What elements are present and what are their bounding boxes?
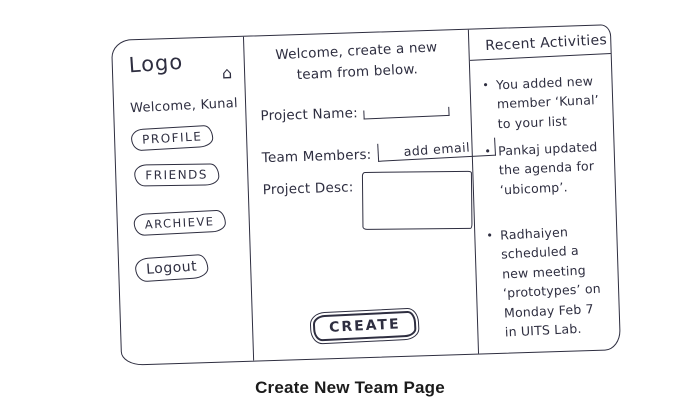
project-name-label: Project Name:: [260, 105, 359, 125]
activity-item: [486, 221, 611, 343]
page-caption: Create New Team Page: [255, 378, 445, 397]
activity-text: You added new member ‘Kunal’ to your list: [495, 73, 600, 132]
team-members-label: Team Members:: [261, 146, 372, 167]
project-desc-textarea[interactable]: [362, 171, 473, 230]
project-name-input[interactable]: [364, 107, 450, 120]
sidebar-item-profile[interactable]: PROFILE: [131, 125, 214, 152]
greeting-text: Welcome, Kunal: [129, 96, 239, 117]
recent-activities-title: Recent Activities: [469, 30, 611, 61]
bullet-icon: •: [486, 229, 494, 243]
team-members-placeholder: add email: [402, 138, 470, 159]
project-name-row: [260, 102, 450, 124]
project-desc-label: Project Desc:: [262, 179, 354, 199]
sidebar-item-friends[interactable]: FRIENDS: [134, 163, 219, 186]
home-icon[interactable]: ⌂: [221, 63, 233, 83]
form-heading: [275, 37, 439, 87]
project-desc-row: [263, 176, 473, 235]
activity-text: Pankaj updated the agenda for ‘ubicomp’.: [497, 139, 598, 198]
activity-text: Radhaiyen scheduled a new meeting ‘prototypes’ on Monday Feb 7 in UITS Lab.: [499, 224, 602, 340]
form-heading-line1: Welcome, create a new: [274, 39, 438, 64]
bullet-icon: •: [482, 78, 490, 92]
bullet-icon: •: [484, 144, 492, 159]
create-button[interactable]: CREATE: [313, 311, 418, 342]
recent-activities-panel: [469, 25, 620, 353]
sidebar-header: [128, 49, 234, 84]
sidebar-item-logout[interactable]: Logout: [134, 254, 208, 283]
sidebar: [112, 37, 254, 365]
team-members-row: [261, 139, 495, 166]
activity-item: [484, 137, 606, 200]
logo: Logo: [128, 49, 184, 78]
form-heading-line2: team from below.: [296, 61, 419, 84]
activity-item: [482, 71, 603, 134]
create-team-form: [244, 30, 479, 361]
wireframe-sketch-frame: [111, 24, 621, 366]
sidebar-item-archive[interactable]: ARCHIEVE: [133, 210, 226, 236]
